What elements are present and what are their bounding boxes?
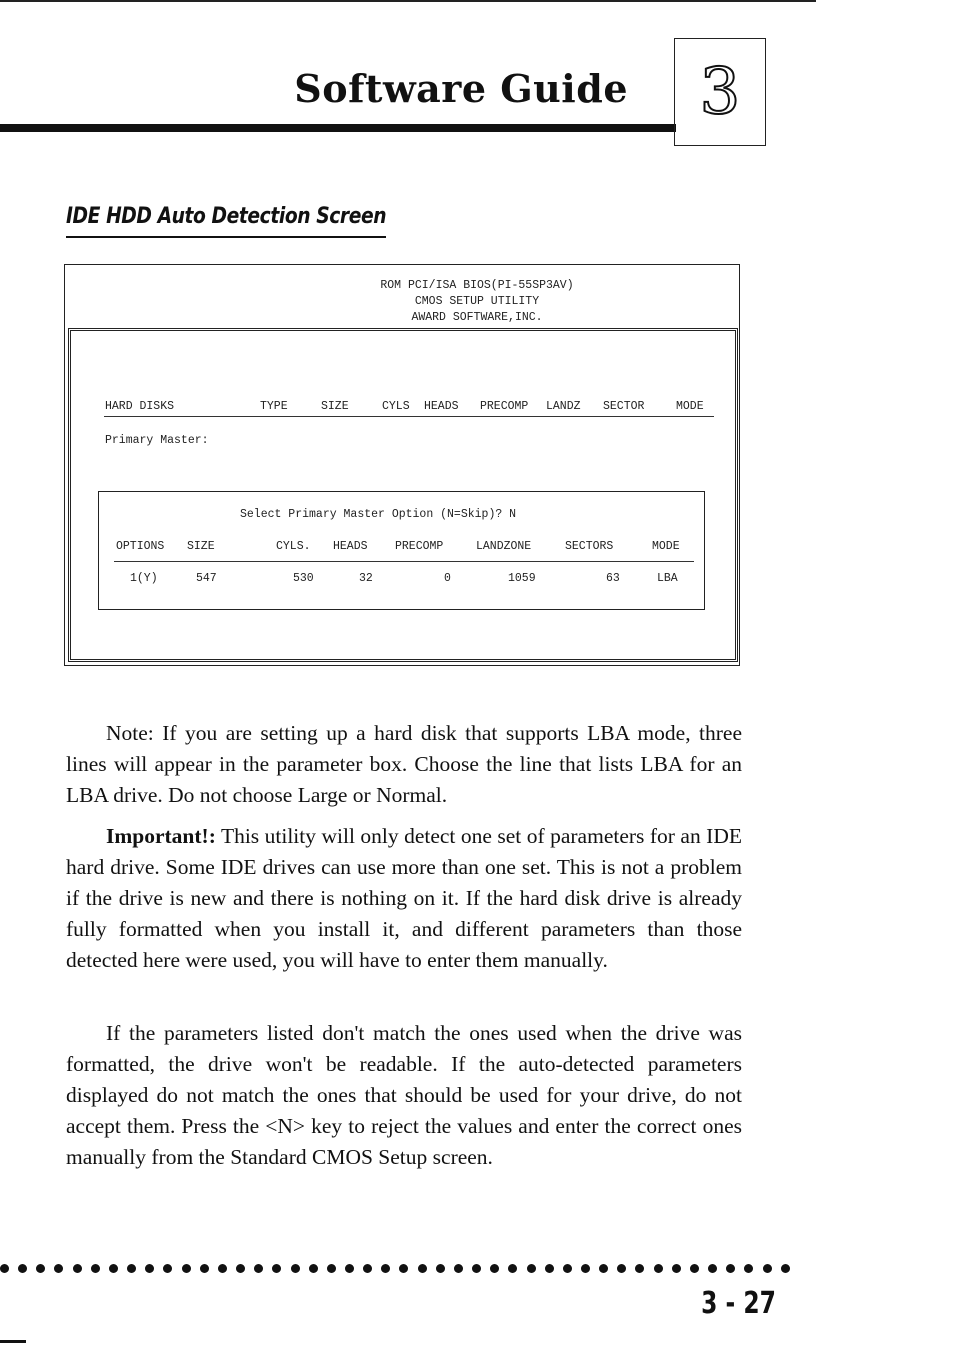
footer-dot (381, 1264, 390, 1273)
footer-dot (490, 1264, 499, 1273)
footer-dot (218, 1264, 227, 1273)
dlg-col-sectors: SECTORS (565, 540, 614, 553)
col-size: SIZE (321, 400, 349, 413)
corner-mark (0, 1340, 26, 1343)
col-hard-disks: HARD DISKS (105, 400, 175, 413)
footer-dot (781, 1264, 790, 1273)
footer-dot (145, 1264, 154, 1273)
footer-dot (672, 1264, 681, 1273)
footer-dot (654, 1264, 663, 1273)
col-type: TYPE (260, 400, 288, 413)
col-landz: LANDZ (546, 400, 581, 413)
footer-dot (309, 1264, 318, 1273)
footer-dot (0, 1264, 9, 1273)
footer-dot (36, 1264, 45, 1273)
dialog-divider (114, 561, 694, 562)
note-text: Note: If you are setting up a hard disk that supports LBA mode, three lines will appear in the parameter box. Choose the line that lists LBA for an LBA drive. Do not choose Large or Normal. (66, 721, 742, 807)
top-rule (0, 0, 816, 2)
header-divider (104, 416, 714, 417)
header-bar (0, 124, 676, 132)
section-title: IDE HDD Auto Detection Screen (66, 204, 387, 229)
footer-dot (617, 1264, 626, 1273)
page-header-title: Software Guide (294, 66, 628, 111)
footer-dot (581, 1264, 590, 1273)
footer-dot (200, 1264, 209, 1273)
page-number: 3 - 27 (701, 1286, 776, 1321)
dlg-col-heads: HEADS (333, 540, 368, 553)
footer-dot (563, 1264, 572, 1273)
chapter-number: 3 (699, 55, 741, 129)
important-paragraph (66, 821, 742, 976)
footer-dot (635, 1264, 644, 1273)
col-mode: MODE (676, 400, 704, 413)
section-title-underline (66, 236, 386, 238)
important-label: Important!: (106, 824, 216, 848)
dlg-row-cyls: 530 (293, 572, 314, 585)
dlg-col-precomp: PRECOMP (395, 540, 444, 553)
dlg-col-options: OPTIONS (116, 540, 165, 553)
col-cyls: CYLS (382, 400, 410, 413)
dlg-row-size: 547 (196, 572, 217, 585)
footer-dot (163, 1264, 172, 1273)
footer-dot (454, 1264, 463, 1273)
dlg-col-landzone: LANDZONE (476, 540, 532, 553)
footer-dot (291, 1264, 300, 1273)
footer-dot (236, 1264, 245, 1273)
dlg-col-cyls: CYLS. (276, 540, 311, 553)
footer-dot-rule (0, 1262, 790, 1276)
dlg-row-heads: 32 (359, 572, 373, 585)
footer-dot (744, 1264, 753, 1273)
dlg-col-size: SIZE (187, 540, 215, 553)
dlg-col-mode: MODE (652, 540, 680, 553)
footer-dot (54, 1264, 63, 1273)
footer-dot (726, 1264, 735, 1273)
dlg-row-option[interactable]: 1(Y) (130, 572, 158, 585)
dlg-row-precomp: 0 (444, 572, 451, 585)
dlg-row-sectors: 63 (606, 572, 620, 585)
footer-dot (527, 1264, 536, 1273)
primary-master-label: Primary Master: (105, 434, 209, 447)
dlg-row-landzone: 1059 (508, 572, 536, 585)
footer-dot (18, 1264, 27, 1273)
bios-subtitle-line: CMOS SETUP UTILITY (414, 295, 540, 308)
footer-dot (254, 1264, 263, 1273)
footer-dot (690, 1264, 699, 1273)
col-sector: SECTOR (603, 400, 645, 413)
col-precomp: PRECOMP (480, 400, 529, 413)
footer-dot (272, 1264, 281, 1273)
footer-dot (418, 1264, 427, 1273)
chapter-tab (674, 38, 766, 146)
footer-dot (472, 1264, 481, 1273)
footer-dot (182, 1264, 191, 1273)
footer-dot (345, 1264, 354, 1273)
footer-dot (545, 1264, 554, 1273)
important-text: This utility will only detect one set of parameters for an IDE hard drive. Some IDE drives can use more than one set. This is not a problem if the drive is new and there is nothing on it. If the hard disk drive is already fully formatted when you install it, and different parameters than those detected here were used, you will have to enter them manually. (66, 824, 742, 972)
footer-dot (363, 1264, 372, 1273)
footer-dot (508, 1264, 517, 1273)
footer-dot (73, 1264, 82, 1273)
footer-dot (436, 1264, 445, 1273)
dlg-row-mode: LBA (657, 572, 678, 585)
footer-dot (327, 1264, 336, 1273)
col-heads: HEADS (424, 400, 459, 413)
bios-vendor-line: AWARD SOFTWARE,INC. (411, 311, 543, 324)
params-text: If the parameters listed don't match the ones used when the drive was formatted, the drive won't be readable. If the auto-detected parameters displayed do not match the ones that should be used for your drive, do not accept them. Press the <N> key to reject the values and enter the correct ones manually from the Standard CMOS Setup screen. (66, 1021, 742, 1169)
footer-dot (399, 1264, 408, 1273)
footer-dot (91, 1264, 100, 1273)
footer-dot (109, 1264, 118, 1273)
bios-title-line: ROM PCI/ISA BIOS(PI-55SP3AV) (380, 279, 574, 292)
footer-dot (763, 1264, 772, 1273)
footer-dot (708, 1264, 717, 1273)
note-paragraph (66, 718, 742, 811)
footer-dot (599, 1264, 608, 1273)
params-paragraph (66, 1018, 742, 1173)
dialog-prompt: Select Primary Master Option (N=Skip)? N (240, 508, 517, 521)
footer-dot (127, 1264, 136, 1273)
